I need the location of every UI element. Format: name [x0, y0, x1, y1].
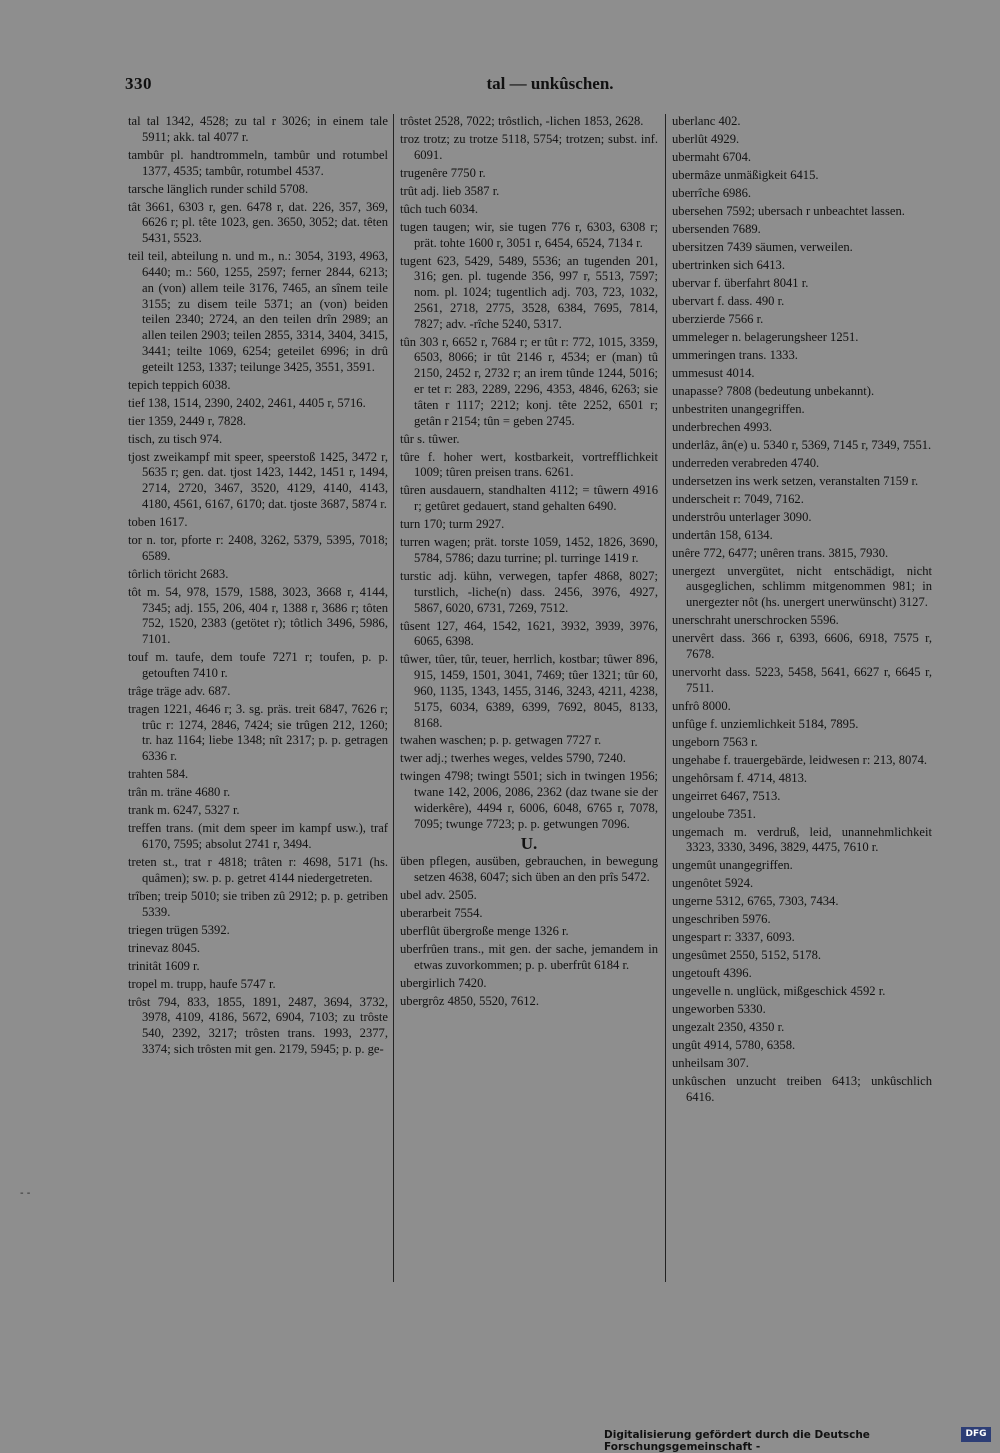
column-2	[400, 114, 658, 1012]
dictionary-entry: ubermâze unmäßigkeit 6415.	[672, 167, 819, 182]
dictionary-entry: unerschraht unerschrocken 5596.	[672, 613, 839, 628]
stray-margin-mark: - -	[20, 1188, 31, 1199]
dictionary-entry: ummeringen trans. 1333.	[672, 347, 798, 362]
dictionary-entry: trôstet 2528, 7022; trôstlich, -lichen 1853, 2628.	[400, 114, 644, 128]
dictionary-entry: triegen trügen 5392.	[128, 922, 230, 937]
dictionary-entry: tarsche länglich runder schild 5708.	[128, 181, 309, 196]
dictionary-entry: tjost zweikampf mit speer, speerstoß 1425, 3472 r, 5635 r; gen. dat. tjost 1423, 1442, 1451 r, 1494, 2714, 2720, 3467, 3520, 4129, 4140, 4143, 4180, 4561, 6167, 6170; dat. tjoste 3687, 5874 r.	[128, 449, 388, 512]
dictionary-entry: ubersehen 7592; ubersach r unbeachtet lassen.	[672, 203, 905, 218]
dictionary-entry: tepich teppich 6038.	[128, 377, 231, 392]
dictionary-entry: trîben; treip 5010; sie triben zû 2912; p. p. getriben 5339.	[128, 888, 388, 919]
dictionary-entry: tôrlich töricht 2683.	[128, 566, 229, 581]
dictionary-entry: twahen waschen; p. p. getwagen 7727 r.	[400, 733, 602, 748]
dictionary-entry: tier 1359, 2449 r, 7828.	[128, 413, 247, 428]
dictionary-entry: tief 138, 1514, 2390, 2402, 2461, 4405 r, 5716.	[128, 395, 366, 410]
dictionary-entry: uberfrûen trans., mit gen. der sache, jemandem in etwas zuvorkommen; p. p. uberfrût 6184 r.	[400, 942, 658, 972]
dictionary-entry: trinevaz 8045.	[128, 940, 201, 955]
dictionary-entry: understrôu unterlager 3090.	[672, 509, 812, 524]
dictionary-entry: ummeleger n. belagerungsheer 1251.	[672, 329, 859, 344]
dictionary-entry: underreden verabreden 4740.	[672, 455, 820, 470]
dictionary-entry: unheilsam 307.	[672, 1056, 749, 1071]
dictionary-entry: tor n. tor, pforte r: 2408, 3262, 5379, 5395, 7018; 6589.	[128, 532, 388, 563]
dictionary-entry: ubermaht 6704.	[672, 149, 752, 164]
dictionary-entry: ungemût unangegriffen.	[672, 858, 793, 873]
dictionary-entry: turren wagen; prät. torste 1059, 1452, 1826, 3690, 5784, 5786; dazu turrine; pl. turringe 1419 r.	[400, 535, 658, 565]
dictionary-entry: trinitât 1609 r.	[128, 958, 200, 973]
dictionary-entry: ungût 4914, 5780, 6358.	[672, 1038, 796, 1053]
dictionary-entry: tûch tuch 6034.	[400, 201, 478, 216]
dictionary-entry: unkûschen unzucht treiben 6413; unkûschlich 6416.	[672, 1074, 932, 1105]
dictionary-entry: twer adj.; twerhes weges, veldes 5790, 7240.	[400, 751, 626, 766]
dictionary-entry: ungerne 5312, 6765, 7303, 7434.	[672, 894, 839, 909]
dictionary-entry: unfrô 8000.	[672, 698, 731, 713]
dictionary-entry: unergezt unvergütet, nicht entschädigt, nicht ausgeglichen, schlimm mitgenommen 981; in unergezter nôt (hs. unergert unerwünscht) 3127.	[672, 563, 932, 610]
footer-funding-note: Digitalisierung gefördert durch die Deutsche Forschungsgemeinschaft -	[604, 1429, 870, 1453]
section-letter-heading: U.	[520, 833, 538, 853]
dictionary-entry: treten st., trat r 4818; trâten r: 4698, 5171 (hs. quâmen); sw. p. p. getret 4144 niedergetreten.	[128, 855, 388, 885]
dictionary-entry: underlâz, ân(e) u. 5340 r, 5369, 7145 r, 7349, 7551.	[672, 437, 932, 452]
dictionary-entry: ungesûmet 2550, 5152, 5178.	[672, 948, 822, 963]
dictionary-entry: tât 3661, 6303 r, gen. 6478 r, dat. 226, 357, 369, 6626 r; pl. tête 1023, gen. 3650, 3052; dat. têten 5431, 5523.	[128, 199, 388, 246]
dictionary-entry: treffen trans. (mit dem speer im kampf usw.), traf 6170, 7595; absolut 2741 r, 3494.	[128, 821, 388, 852]
dictionary-entry: trahten 584.	[128, 767, 189, 782]
dictionary-entry: uberlanc 402.	[672, 114, 741, 128]
dictionary-entry: trugenêre 7750 r.	[400, 165, 486, 180]
page-number: 330	[125, 74, 152, 93]
dictionary-entry: unbestriten unangegriffen.	[672, 401, 805, 416]
dictionary-entry: tragen 1221, 4646 r; 3. sg. präs. treit 6847, 7626 r; trûc r: 1274, 2846, 7424; sie trûgen 212, 1260; tr. haz 1164; liebe 1348; nît 2317; p. p. getragen 6336 r.	[128, 701, 388, 764]
dictionary-entry: uberrîche 6986.	[672, 185, 752, 200]
dictionary-entry: troz trotz; zu trotze 5118, 5754; trotzen; subst. inf. 6091.	[400, 131, 658, 162]
dictionary-entry: ubervart f. dass. 490 r.	[672, 293, 785, 308]
dictionary-entry: ungeworben 5330.	[672, 1002, 766, 1017]
dictionary-entry: uberarbeit 7554.	[400, 906, 483, 921]
dictionary-entry: ubervar f. überfahrt 8041 r.	[672, 275, 809, 290]
dictionary-entry: ungeborn 7563 r.	[672, 734, 758, 749]
dictionary-entry: ungevelle n. unglück, mißgeschick 4592 r.	[672, 984, 886, 999]
column-rule-1	[393, 114, 394, 1282]
dictionary-entry: uberlût 4929.	[672, 131, 740, 146]
dictionary-entry: turn 170; turm 2927.	[400, 517, 505, 532]
column-rule-2	[665, 114, 666, 1282]
column-1	[128, 114, 388, 1060]
dictionary-entry: ungetouft 4396.	[672, 966, 752, 981]
dictionary-entry: undersetzen ins werk setzen, veranstalten 7159 r.	[672, 473, 919, 488]
dictionary-entry: toben 1617.	[128, 515, 188, 529]
dictionary-entry: üben pflegen, ausüben, gebrauchen, in bewegung setzen 4638, 6047; sich üben an den prîs 5472.	[400, 854, 658, 885]
dictionary-entry: tûwer, tûer, tûr, teuer, herrlich, kostbar; tûwer 896, 915, 1459, 1501, 3041, 7469; tûer 1321; tûr 60, 960, 1135, 1343, 1455, 3146, 3243, 4211, 4238, 5175, 6034, 6389, 6399, 7692, 8045, 8133, 8168.	[400, 652, 658, 730]
dictionary-entry: turstic adj. kühn, verwegen, tapfer 4868, 8027; turstlich, -liche(n) dass. 2456, 3976, 4927, 5867, 6020, 6731, 7269, 7512.	[400, 568, 658, 615]
dictionary-entry: tûre f. hoher wert, kostbarkeit, vortrefflichkeit 1009; tûren preisen trans. 6261.	[400, 449, 658, 480]
dictionary-entry: tûsent 127, 464, 1542, 1621, 3932, 3939, 3976, 6065, 6398.	[400, 618, 658, 649]
dictionary-entry: uberzierde 7566 r.	[672, 311, 764, 326]
dictionary-entry: ubel adv. 2505.	[400, 888, 477, 903]
dictionary-entry: undertân 158, 6134.	[672, 527, 773, 542]
dictionary-entry: ungeirret 6467, 7513.	[672, 788, 781, 803]
column-3	[672, 114, 932, 1108]
dictionary-entry: tugent 623, 5429, 5489, 5536; an tugenden 201, 316; gen. pl. tugende 356, 997 r, 5513, 7597; nom. pl. 1024; tugentlich adj. 703, 723, 1032, 2561, 2718, 2775, 3528, 6384, 7695, 7814, 7827; adv. -rîche 5240, 5317.	[400, 253, 658, 331]
dictionary-entry: ubergirlich 7420.	[400, 975, 487, 990]
dictionary-entry: trâge träge adv. 687.	[128, 683, 231, 698]
dictionary-entry: unfûge f. unziemlichkeit 5184, 7895.	[672, 716, 859, 731]
dictionary-entry: ungezalt 2350, 4350 r.	[672, 1020, 785, 1035]
dictionary-entry: ungehabe f. trauergebärde, leidwesen r: 213, 8074.	[672, 752, 928, 767]
dictionary-entry: tôt m. 54, 978, 1579, 1588, 3023, 3668 r, 4144, 7345; adj. 155, 206, 404 r, 1388 r, 3686 r; tôten 752, 1520, 2383 (getötet r); tôtlich 3496, 5986, 7101.	[128, 584, 388, 647]
dictionary-entry: ubertrinken sich 6413.	[672, 257, 785, 272]
dictionary-entry: underscheit r: 7049, 7162.	[672, 491, 804, 506]
dictionary-entry: uberflût übergroße menge 1326 r.	[400, 924, 569, 939]
dictionary-entry: ungeloube 7351.	[672, 806, 756, 821]
dictionary-entry: ungeschriben 5976.	[672, 912, 771, 927]
dictionary-entry: underbrechen 4993.	[672, 419, 773, 434]
dictionary-entry: ungehôrsam f. 4714, 4813.	[672, 770, 808, 785]
dictionary-entry: unervorht dass. 5223, 5458, 5641, 6627 r, 6645 r, 7511.	[672, 664, 932, 695]
dictionary-entry: unêre 772, 6477; unêren trans. 3815, 7930.	[672, 545, 889, 560]
running-head: tal — unkûschen.	[486, 74, 614, 93]
dictionary-entry: ubergrôz 4850, 5520, 7612.	[400, 993, 539, 1008]
dictionary-entry: touf m. taufe, dem toufe 7271 r; toufen, p. p. getouften 7410 r.	[128, 650, 388, 680]
dictionary-entry: unervêrt dass. 366 r, 6393, 6606, 6918, 7575 r, 7678.	[672, 631, 932, 661]
dictionary-entry: trân m. träne 4680 r.	[128, 785, 231, 800]
dictionary-entry: tugen taugen; wir, sie tugen 776 r, 6303, 6308 r; prät. tohte 1600 r, 3051 r, 6454, 6524, 7134 r.	[400, 219, 658, 250]
dictionary-entry: tropel m. trupp, haufe 5747 r.	[128, 976, 276, 991]
dictionary-entry: ubersenden 7689.	[672, 221, 761, 236]
dfg-logo: DFG	[961, 1427, 991, 1442]
dictionary-entry: teil teil, abteilung n. und m., n.: 3054, 3193, 4963, 6440; m.: 560, 1255, 2597; ferner 2844, 6213; an (von) allem teile 3176, 7465, an sînem teile 3155; zu disem teile 5371; an (von) beiden teilen 2340; 2724, an den teilen drîn 2989; an allen teilen 2903; teilen 2855, 3314, 3404, 3415, 3441; teilte 1069, 6254; geteilet 6996; in drû geteilt 1253, 1337; teilunge 3425, 3551, 3591.	[128, 249, 388, 374]
dictionary-entry: ubersitzen 7439 säumen, verweilen.	[672, 239, 853, 254]
dictionary-entry: ummesust 4014.	[672, 365, 755, 380]
dictionary-entry: trôst 794, 833, 1855, 1891, 2487, 3694, 3732, 3978, 4109, 4186, 5672, 6904, 7103; zu trôste 540, 2392, 3217; trôsten trans. 1993, 2377, 3374; sich trôsten mit gen. 2179, 5945; p. p. ge-	[128, 994, 388, 1056]
dictionary-entry: trank m. 6247, 5327 r.	[128, 803, 240, 818]
dictionary-entry: trût adj. lieb 3587 r.	[400, 183, 500, 198]
dictionary-entry: ungespart r: 3337, 6093.	[672, 930, 795, 945]
dictionary-entry: tal tal 1342, 4528; zu tal r 3026; in einem tale 5911; akk. tal 4077 r.	[128, 114, 388, 144]
dictionary-entry: tûn 303 r, 6652 r, 7684 r; er tût r: 772, 1015, 3359, 6503, 8066; ir tût 2146 r, 4534; er (man) tû 2150, 2452 r, 2732 r; an irem tûnde 1244, 5016; er tet r: 283, 2289, 2296, 4353, 4846, 6263; sie tâten r 1117; 2212; konj. tête 2252, 6501 r; getân r 2154; tûn = geben 2745.	[400, 334, 658, 428]
dictionary-entry: unapasse? 7808 (bedeutung unbekannt).	[672, 383, 875, 398]
dictionary-entry: tûr s. tûwer.	[400, 431, 460, 446]
dictionary-entry: tambûr pl. handtrommeln, tambûr und rotumbel 1377, 4535; tambûr, rotumbel 4537.	[128, 147, 388, 178]
dictionary-entry: ungemach m. verdruß, leid, unannehmlichkeit 3323, 3330, 3496, 3829, 4475, 7610 r.	[672, 824, 932, 855]
dictionary-entry: ungenôtet 5924.	[672, 876, 754, 891]
dictionary-entry: tûren ausdauern, standhalten 4112; = tûwern 4916 r; getûret gedauert, stand gehalten 6490.	[400, 483, 658, 514]
dictionary-entry: twingen 4798; twingt 5501; sich in twingen 1956; twane 142, 2006, 2086, 2362 (daz twane sie der widerkêre), 4494 r, 6006, 6048, 6765 r, 7078, 7095; twunge 7723; p. p. getwungen 7096.	[400, 769, 658, 831]
dictionary-entry: tisch, zu tisch 974.	[128, 431, 223, 446]
